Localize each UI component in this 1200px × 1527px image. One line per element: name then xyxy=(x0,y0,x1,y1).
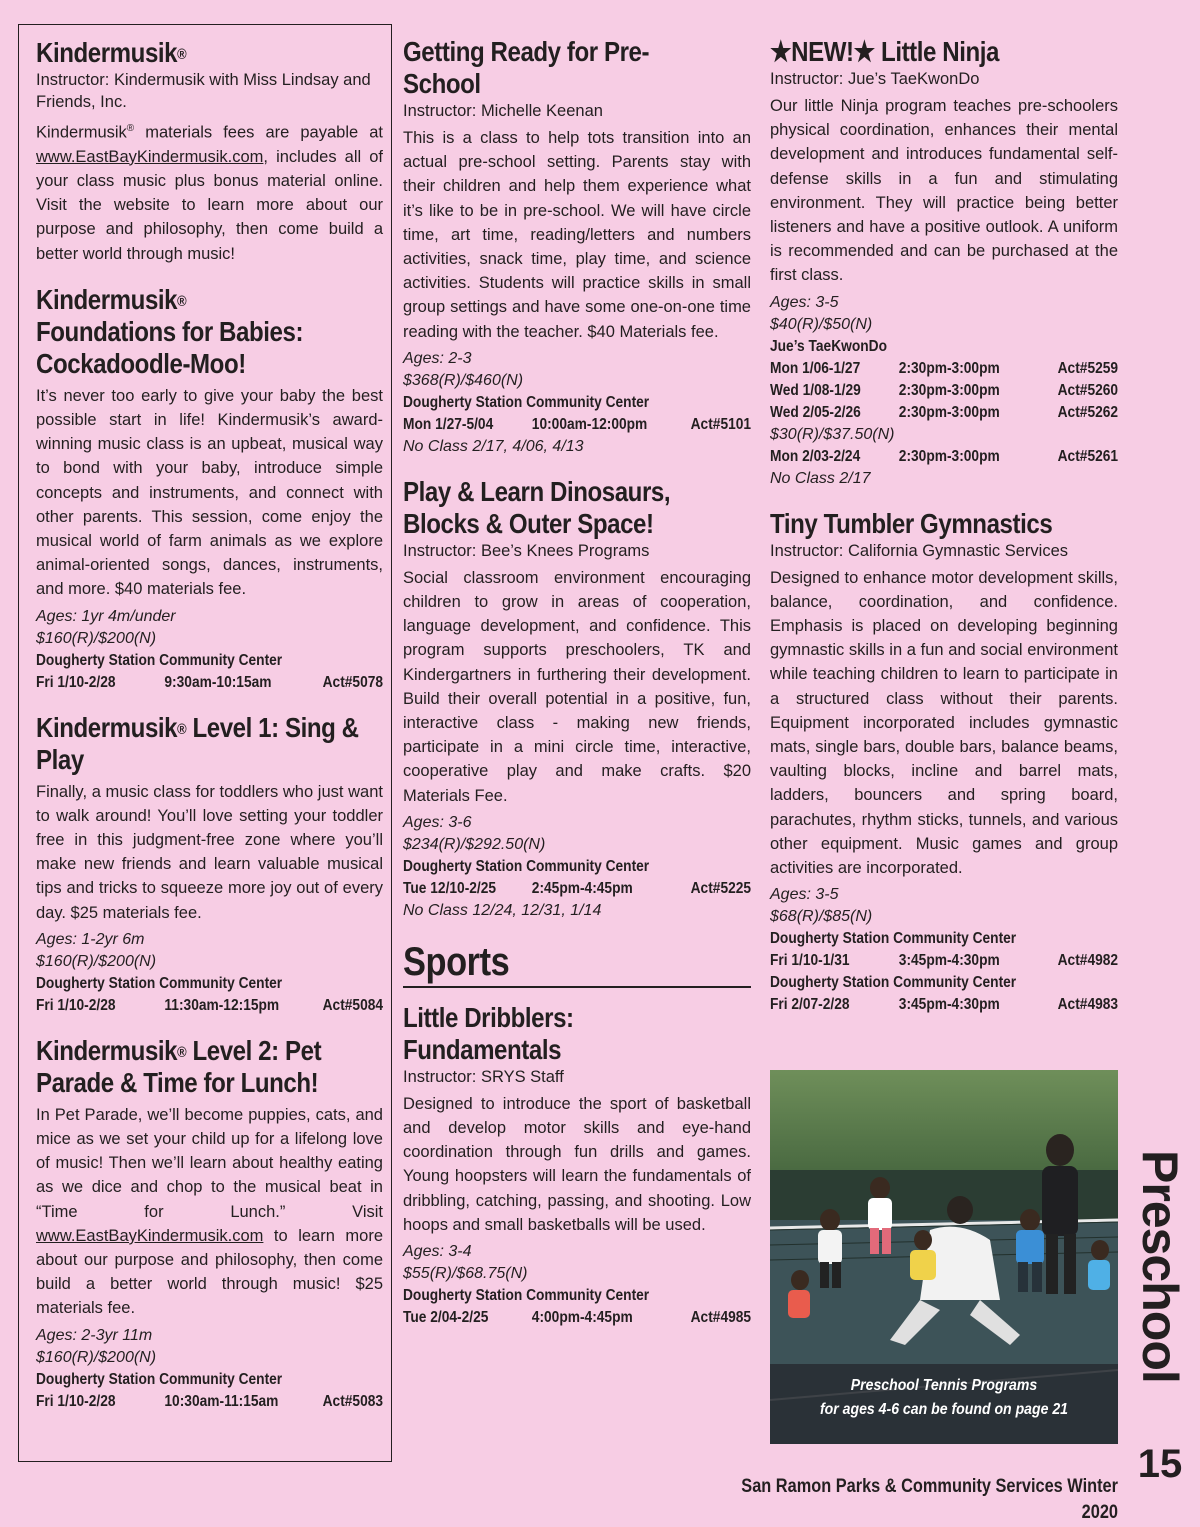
photo-caption: Preschool Tennis Programs for ages 4-6 can be found on page 21 xyxy=(770,1364,1118,1444)
instructor: Instructor: Michelle Keenan xyxy=(403,102,603,120)
ages: Ages: 3-6 xyxy=(403,813,472,831)
location: Dougherty Station Community Center xyxy=(403,393,650,411)
no-class-dates: No Class 2/17, 4/06, 4/13 xyxy=(403,437,584,455)
tiny-tumbler-gymnastics xyxy=(770,508,1118,1017)
location: Dougherty Station Community Center xyxy=(36,974,283,992)
ages: Ages: 3-4 xyxy=(403,1243,472,1261)
column-1-box xyxy=(18,24,392,1462)
session-row: Wed 1/08-1/29 2:30pm-3:00pm Act#5260 xyxy=(770,381,1119,399)
price: $40(R)/$50(N) xyxy=(770,315,873,333)
description: Our little Ninja program teaches pre-schoolers physical coordination, enhances their mental development and introduces fundamental self-defense skills in a fun and stimulating environment. They will practice being better listeners and have a positive outlook. A uniform is recommended and can be purchased at the first class. xyxy=(770,97,1118,285)
side-section-label: Preschool xyxy=(1132,1150,1188,1383)
little-ninja xyxy=(770,36,1118,490)
no-class-dates: No Class 2/17 xyxy=(770,469,871,487)
kindermusik-link[interactable]: www.EastBayKindermusik.com xyxy=(36,1226,264,1245)
session-row: Fri 2/07-2/28 3:45pm-4:30pm Act#4983 xyxy=(770,996,1119,1014)
section-title: Tiny Tumbler Gymnastics xyxy=(770,507,1053,539)
description: This is a class to help tots transition into an actual pre-school setting. Parents stay with their children and help them experience what it’s like to be in pre-school. We will have circle time, art time, reading/letters and numbers activities, snack time, play time, and science activities. Students will practice skills in small group settings and have some one-on-one time reading with the teacher. $40 Materials fee. xyxy=(403,129,751,341)
instructor: Instructor: Bee’s Knees Programs xyxy=(403,541,650,560)
session-row: Mon 1/06-1/27 2:30pm-3:00pm Act#5259 xyxy=(770,359,1119,377)
price: $160(R)/$200(N) xyxy=(36,1348,157,1366)
location: Jue’s TaeKwonDo xyxy=(770,337,887,355)
location: Dougherty Station Community Center xyxy=(36,1370,283,1388)
location: Dougherty Station Community Center xyxy=(770,930,1017,948)
session-row: Mon 1/27-5/04 10:00am-12:00pm Act#5101 xyxy=(403,415,752,433)
description: In Pet Parade, we’ll become puppies, cats, and mice as we set your child up for a lifelong love of music! Then we’ll learn about healthy eating as we dice and chop to the musical beat in “Time for Lunch.” Visit www.EastBayKindermusik.com to learn more about our purpose and philosophy, then come build a better world through music! $25 materials fee. xyxy=(36,1105,383,1318)
description: It’s never too early to give your baby the best possible start in life! Kindermusik’s award-winning music class is an upbeat, musical way to bond with your baby, introduce simple concepts and instruments, and connect with other parents. This session, come enjoy the musical world of farm animals as we explore animal-oriented songs, dances, instruments, and more. $40 materials fee. xyxy=(36,386,383,599)
description: Social classroom environment encouraging children to grow in areas of cooperation, language development, and confidence. This program supports preschoolers, TK and Kindergartners in furthering their development. Build their overall potential in a positive, fun, interactive class - making new friends, participate in a mini circle time, interactive, cooperative play and make crafts. $20 Materials Fee. xyxy=(403,568,751,805)
tennis-photo xyxy=(770,1070,1118,1444)
getting-ready-preschool xyxy=(403,36,751,458)
section-title: Kindermusik® xyxy=(36,37,187,68)
sports-section-heading: Sports xyxy=(403,940,751,988)
section-title: Getting Ready for Pre-School xyxy=(403,36,650,99)
section-title: Play & Learn Dinosaurs, Blocks & Outer Space! xyxy=(403,475,671,539)
price: $368(R)/$460(N) xyxy=(403,371,524,389)
section-title: Kindermusik® Foundations for Babies: Cockadoodle-Moo! xyxy=(36,283,304,379)
instructor: Instructor: SRYS Staff xyxy=(403,1067,564,1086)
location: Dougherty Station Community Center xyxy=(770,974,1017,992)
ages: Ages: 3-5 xyxy=(770,886,839,904)
kindermusik-level-1 xyxy=(36,712,383,1017)
kindermusik-level-2 xyxy=(36,1035,383,1413)
ages: Ages: 2-3yr 11m xyxy=(36,1326,153,1344)
instructor: Instructor: Kindermusik with Miss Lindsay and Friends, Inc. xyxy=(36,71,371,111)
price: $68(R)/$85(N) xyxy=(770,908,873,926)
session-row: Tue 2/04-2/25 4:00pm-4:45pm Act#4985 xyxy=(403,1309,752,1327)
column-3 xyxy=(770,36,1118,1034)
price: $160(R)/$200(N) xyxy=(36,629,157,647)
column-2 xyxy=(403,36,751,1347)
description: Designed to introduce the sport of basketball and develop motor skills and eye-hand coordination through fun drills and games. Young hoopsters will learn the fundamentals of dribbling, catching, passing, and shooting. Low hoops and small basketballs will be used. xyxy=(403,1094,751,1234)
price: $30(R)/$37.50(N) xyxy=(770,425,895,443)
session-row: Fri 1/10-2/28 11:30am-12:15pm Act#5084 xyxy=(36,996,384,1014)
session-row: Fri 1/10-2/28 9:30am-10:15am Act#5078 xyxy=(36,673,384,691)
kindermusik-link[interactable]: www.EastBayKindermusik.com xyxy=(36,147,264,166)
section-title: Little Dribblers: Fundamentals xyxy=(403,1001,574,1065)
location: Dougherty Station Community Center xyxy=(403,857,650,875)
session-row: Fri 1/10-2/28 10:30am-11:15am Act#5083 xyxy=(36,1392,384,1410)
price: $55(R)/$68.75(N) xyxy=(403,1265,528,1283)
little-dribblers xyxy=(403,1002,751,1329)
description: Designed to enhance motor development skills, balance, coordination, and confidence. Emphasis is placed on developing beginning gymnastic skills in a fun and social environment while teaching children to learn to participate in a structured class without their parents. Equipment incorporated includes gymnastic mats, single bars, double bars, balance beams, vaulting blocks, incline and barrel mats, ladders, bouncers and spring board, parachutes, rhythm sticks, tunnels, and various other equipment. Music games and group activities are incorporated. xyxy=(770,568,1118,878)
page-number: 15 xyxy=(1137,1442,1183,1486)
kindermusik-foundations xyxy=(36,284,383,694)
session-row: Fri 1/10-1/31 3:45pm-4:30pm Act#4982 xyxy=(770,952,1119,970)
price: $160(R)/$200(N) xyxy=(36,952,157,970)
no-class-dates: No Class 12/24, 12/31, 1/14 xyxy=(403,901,602,919)
section-title: Kindermusik® Level 2: Pet Parade & Time for Lunch! xyxy=(36,1034,322,1098)
session-row: Wed 2/05-2/26 2:30pm-3:00pm Act#5262 xyxy=(770,403,1119,421)
section-title: ★NEW!★ Little Ninja xyxy=(770,36,999,67)
ages: Ages: 3-5 xyxy=(770,293,839,311)
play-learn-dinosaurs xyxy=(403,476,751,922)
instructor: Instructor: California Gymnastic Services xyxy=(770,541,1069,560)
session-row: Mon 2/03-2/24 2:30pm-3:00pm Act#5261 xyxy=(770,447,1119,465)
ages: Ages: 1-2yr 6m xyxy=(36,930,145,948)
price: $234(R)/$292.50(N) xyxy=(403,835,546,853)
location: Dougherty Station Community Center xyxy=(36,651,283,669)
instructor: Instructor: Jue’s TaeKwonDo xyxy=(770,70,980,88)
ages: Ages: 2-3 xyxy=(403,349,472,367)
section-title: Kindermusik® Level 1: Sing & Play xyxy=(36,711,359,775)
location: Dougherty Station Community Center xyxy=(403,1287,650,1305)
description: Finally, a music class for toddlers who just want to walk around! You’ll love setting your toddler free in this judgment-free zone where you’ll make new friends and learn valuable musical tips and tricks to squeeze more joy out of every day. $25 materials fee. xyxy=(36,782,383,922)
ages: Ages: 1yr 4m/under xyxy=(36,607,176,625)
description: Kindermusik® materials fees are payable at www.EastBayKindermusik.com, includes all of your class music plus bonus material online. Visit the website to learn more about our purpose and philosophy, then come build a better world through music! xyxy=(36,123,383,263)
session-row: Tue 12/10-2/25 2:45pm-4:45pm Act#5225 xyxy=(403,879,752,897)
page-footer: San Ramon Parks & Community Services Winter 2020 xyxy=(741,1476,1118,1523)
kindermusik-intro xyxy=(36,37,383,266)
